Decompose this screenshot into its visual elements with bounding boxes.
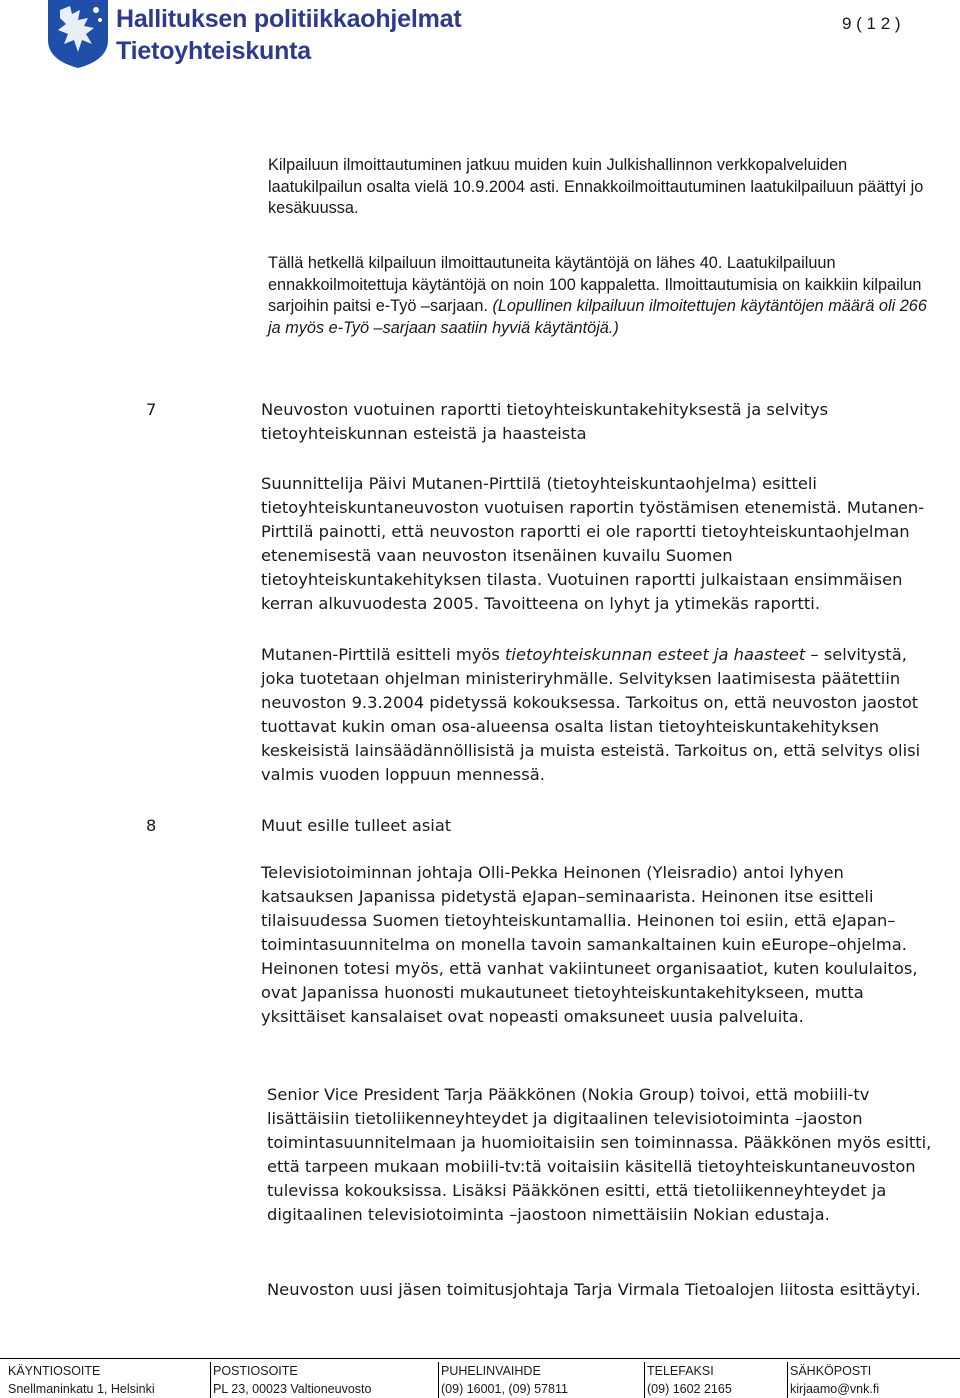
org-name: Hallituksen politiikkaohjelmat bbox=[116, 5, 462, 33]
paragraph-text: – selvitystä, joka tuotetaan ohjelman ministeriryhmälle. Selvityksen laatimisesta päätettiin neuvoston 9.3.2004 pidetyssä kokouksessa. Tarkoitus on, että neuvoston jaostot tuottavat kukin oman osa-alueensa osalta listan tietoyhteiskuntakehityksen keskeisistä lainsäädännöllisistä ja muista esteistä. Tarkoitus on, että selvitys olisi valmis vuoden loppuun mennessä. bbox=[261, 645, 921, 784]
section-paragraph: Neuvoston uusi jäsen toimitusjohtaja Tarja Virmala Tietoalojen liitosta esittäytyi. bbox=[267, 1280, 921, 1299]
footer-value: PL 23, 00023 Valtioneuvosto bbox=[213, 1382, 372, 1396]
section-number: 8 bbox=[146, 816, 157, 835]
intro-paragraph bbox=[268, 253, 936, 339]
footer-label: TELEFAKSI bbox=[647, 1364, 714, 1378]
footer-phone bbox=[438, 1362, 568, 1398]
footer-value[interactable]: kirjaamo@vnk.fi bbox=[790, 1382, 880, 1396]
section-number: 7 bbox=[146, 400, 157, 419]
footer-label: POSTIOSOITE bbox=[213, 1364, 298, 1378]
org-subtitle: Tietoyhteiskunta bbox=[116, 37, 311, 65]
section-paragraph bbox=[261, 643, 937, 787]
paragraph-text: Mutanen-Pirttilä esitteli myös bbox=[261, 645, 506, 664]
section-title: Muut esille tulleet asiat bbox=[261, 816, 452, 835]
section-paragraph: Senior Vice President Tarja Pääkkönen (Nokia Group) toivoi, että mobiili-tv lisättäisiin tietoliikenneyhteydet ja digitaalinen televisiotoiminta –jaoston toimintasuunnitelmaan ja huomioitaisiin sen toiminnassa. Pääkkönen myös esitti, että tarpeen mukaan mobiili-tv:tä voitaisiin käsitellä tietoyhteiskuntaneuvoston tulevissa kokouksissa. Lisäksi Pääkkönen esitti, että tietoliikenneyhteydet ja digitaalinen televisiotoiminta –jaostoon nimettäisiin Nokian edustaja. bbox=[267, 1085, 932, 1224]
footer-value: (09) 16001, (09) 57811 bbox=[441, 1382, 568, 1396]
footer-fax bbox=[644, 1362, 732, 1398]
page-number: 9 ( 1 2 ) bbox=[842, 14, 901, 33]
footer-label: KÄYNTIOSOITE bbox=[8, 1364, 101, 1378]
section-paragraph: Suunnittelija Päivi Mutanen-Pirttilä (tietoyhteiskuntaohjelma) esitteli tietoyhteiskuntaneuvoston vuotuisen raportin työstämisen etenemistä. Mutanen-Pirttilä painotti, että neuvoston raportti ei ole raportti tietoyhteiskuntaohjelman etenemisestä vaan neuvoston itsenäinen kuvailu Suomen tietoyhteiskuntakehityksen tilasta. Vuotuinen raportti julkaistaan ensimmäisen kerran alkuvuodesta 2005. Tavoitteena on lyhyt ja ytimekäs raportti. bbox=[261, 474, 925, 613]
section-paragraph: Televisiotoiminnan johtaja Olli-Pekka Heinonen (Yleisradio) antoi lyhyen katsauksen Japanissa pidetystä eJapan–seminaarista. Heinonen itse esitteli tilaisuudessa Suomen tietoyhteiskuntamallia. Heinonen toi esiin, että eJapan–toimintasuunnitelma on monella tavoin samankaltainen kuin eEurope–ohjelma. Heinonen totesi myös, että vanhat vakiintuneet organisaatiot, kuten koululaitos, ovat Japanissa huonosti mukautuneet tietoyhteiskuntakehitykseen, mutta yksittäiset kansalaiset ovat nopeasti omaksuneet uusia palveluita. bbox=[261, 863, 918, 1026]
intro-note: (Lopullinen kilpailuun ilmoitettujen käytäntöjen määrä oli 266 ja myös e-Työ –sarjaan saatiin hyviä käytäntöjä.) bbox=[268, 297, 927, 337]
footer-label: PUHELINVAIHDE bbox=[441, 1364, 541, 1378]
section-title: Neuvoston vuotuinen raportti tietoyhteiskuntakehityksestä ja selvitys tietoyhteiskunnan esteistä ja haasteista bbox=[261, 400, 829, 443]
intro-paragraph: Kilpailuun ilmoittautuminen jatkuu muiden kuin Julkishallinnon verkkopalveluiden laatukilpailun osalta vielä 10.9.2004 asti. Ennakkoilmoittautuminen laatukilpailuun päättyi jo kesäkuussa. bbox=[268, 156, 924, 217]
footer-label: SÄHKÖPOSTI bbox=[790, 1364, 872, 1378]
footer-divider bbox=[0, 1358, 960, 1359]
footer-value: (09) 1602 2165 bbox=[647, 1382, 732, 1396]
paragraph-emphasis: tietoyhteiskunnan esteet ja haasteet bbox=[505, 645, 806, 664]
footer-postal-address bbox=[210, 1362, 371, 1398]
government-emblem-icon bbox=[48, 0, 108, 68]
footer-email bbox=[787, 1362, 879, 1398]
intro-text: Tällä hetkellä kilpailuun ilmoittautuneita käytäntöjä on lähes 40. Laatukilpailuun ennakkoilmoitettuja käytäntöjä on noin 100 kappaletta. Ilmoittautumisia on kaikkiin kilpailun sarjoihin paitsi e-Työ –sarjaan. bbox=[268, 254, 922, 315]
footer-visiting-address bbox=[0, 1362, 155, 1398]
footer-value: Snellmaninkatu 1, Helsinki bbox=[8, 1382, 155, 1396]
